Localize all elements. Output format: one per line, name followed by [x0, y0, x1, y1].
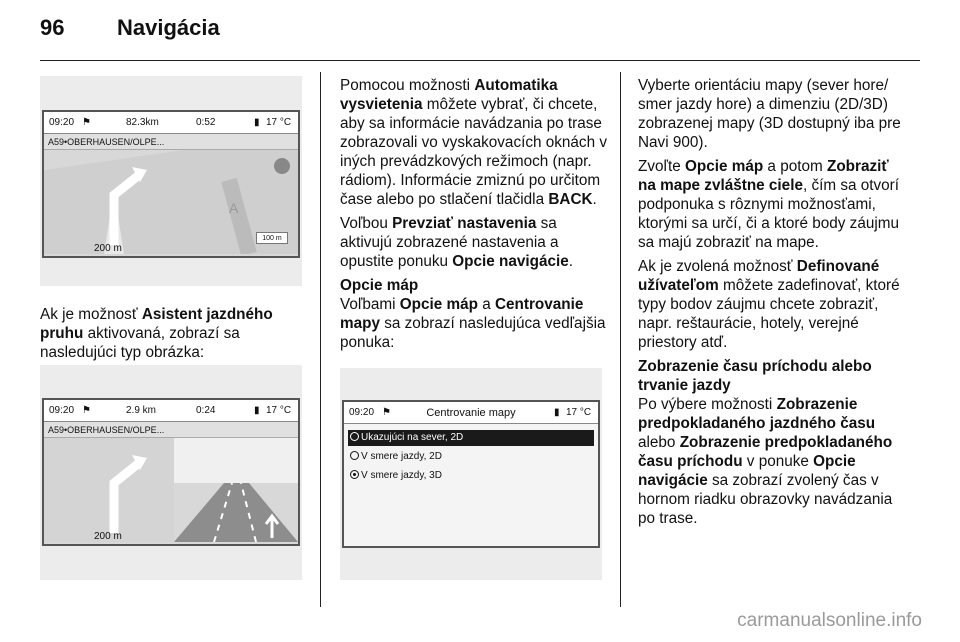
column-3-text: [638, 76, 910, 528]
destination-flag-icon: ⚑: [382, 407, 391, 418]
paragraph: Ak je možnosť Asistent jazdného pruhu aktivovaná, zobrazí sa nasledujúci typ obrázka:: [40, 306, 273, 361]
route-label: A59•OBERHAUSEN/OLPE...: [44, 134, 298, 150]
radio-selected-icon: [350, 470, 359, 479]
column-1-text: [40, 305, 312, 367]
menu-title: Centrovanie mapy: [426, 407, 516, 419]
highway-lanes: [174, 483, 298, 542]
thermometer-icon: ▮: [554, 407, 560, 418]
thermometer-icon: ▮: [254, 405, 260, 416]
map-centering-figure: [340, 368, 602, 580]
temperature: 17 °C: [266, 117, 292, 128]
navigation-screen-figure: [40, 76, 302, 286]
page-number: 96: [40, 15, 65, 40]
clock: 09:20: [49, 405, 75, 416]
paragraph: Po výbere možnosti Zobrazenie predpokladaného jazdného času alebo Zobrazenie predpokladaného času príchodu v ponuke Opcie navigácie sa zobrazí zvolený čas v hornom riadku obrazovky navádzania po trase.: [638, 396, 893, 527]
duration: 0:24: [196, 405, 216, 416]
distance: 2.9 km: [126, 405, 157, 416]
distance-to-turn: 200 m: [94, 531, 122, 542]
map-scale: 100 m: [256, 232, 288, 244]
compass-icon: [274, 158, 290, 174]
thermometer-icon: ▮: [254, 117, 260, 128]
route-label: A59•OBERHAUSEN/OLPE...: [44, 422, 298, 438]
distance-to-turn: 200 m: [94, 243, 122, 254]
paragraph: Voľbami Opcie máp a Centrovanie mapy sa zobrazí nasledujúca vedľajšia ponuka:: [340, 296, 606, 351]
column-2-text: [340, 76, 608, 352]
temperature: 17 °C: [566, 407, 592, 418]
nav-display: [42, 398, 300, 546]
destination-flag-icon: ⚑: [82, 405, 91, 416]
radio-icon: [350, 451, 359, 460]
watermark: carmanualsonline.info: [737, 610, 922, 631]
section-heading: Opcie máp: [340, 277, 419, 294]
paragraph: Vyberte orientáciu mapy (sever hore/ smer jazdy hore) a dimenziu (2D/3D) zobrazenej mapy (3D dostupný iba pre Navi 900).: [638, 77, 901, 151]
duration: 0:52: [196, 117, 216, 128]
map-view: [44, 438, 298, 544]
distance: 82.3km: [126, 117, 159, 128]
clock: 09:20: [349, 407, 375, 418]
header-rule: [40, 60, 920, 61]
destination-flag-icon: ⚑: [82, 117, 91, 128]
radio-icon: [350, 432, 359, 441]
map-view: [44, 150, 298, 256]
menu-item-north-up-2d[interactable]: Ukazujúci na sever, 2D: [348, 430, 594, 446]
lane-view-svg: [44, 438, 298, 542]
column-divider: [620, 72, 621, 607]
menu-display: [342, 400, 600, 548]
status-bar: [344, 402, 598, 424]
paragraph: Ak je zvolená možnosť Definované užívateľom môžete zadefinovať, ktoré typy bodov záujmu chcete zobraziť, napr. reštaurácie, hotely, verejné priestory atď.: [638, 258, 900, 351]
paragraph: Voľbou Prevziať nastavenia sa aktivujú zobrazené nastavenia a opustite ponuku Opcie navigácie.: [340, 215, 573, 270]
status-bar: [44, 112, 298, 134]
menu-item-heading-up-2d[interactable]: V smere jazdy, 2D: [348, 449, 594, 465]
menu-item-heading-up-3d[interactable]: V smere jazdy, 3D: [348, 468, 594, 484]
section-heading: Zobrazenie času príchodu alebo trvanie jazdy: [638, 358, 872, 394]
lane-assistant-figure: [40, 365, 302, 580]
road-label: A: [229, 200, 239, 216]
temperature: 17 °C: [266, 405, 292, 416]
paragraph: Zvoľte Opcie máp a potom Zobraziť na mape zvláštne ciele, čím sa otvorí podponuka s rôznymi možnosťami, ktorými sa určí, či a ktoré body záujmu sa majú zobraziť na mape.: [638, 158, 900, 251]
clock: 09:20: [49, 117, 75, 128]
paragraph: Pomocou možnosti Automatika vysvietenia môžete vybrať, či chcete, aby sa informácie navádzania po trase zobrazovali vo vyskakovacích oknách v iných prevádzkových režimoch (napr. rádiom). Informácie zmiznú po určitom čase alebo po stlačení tlačidla BACK.: [340, 77, 607, 208]
nav-display: [42, 110, 300, 258]
page-title: Navigácia: [117, 15, 220, 40]
column-divider: [320, 72, 321, 607]
status-bar: [44, 400, 298, 422]
